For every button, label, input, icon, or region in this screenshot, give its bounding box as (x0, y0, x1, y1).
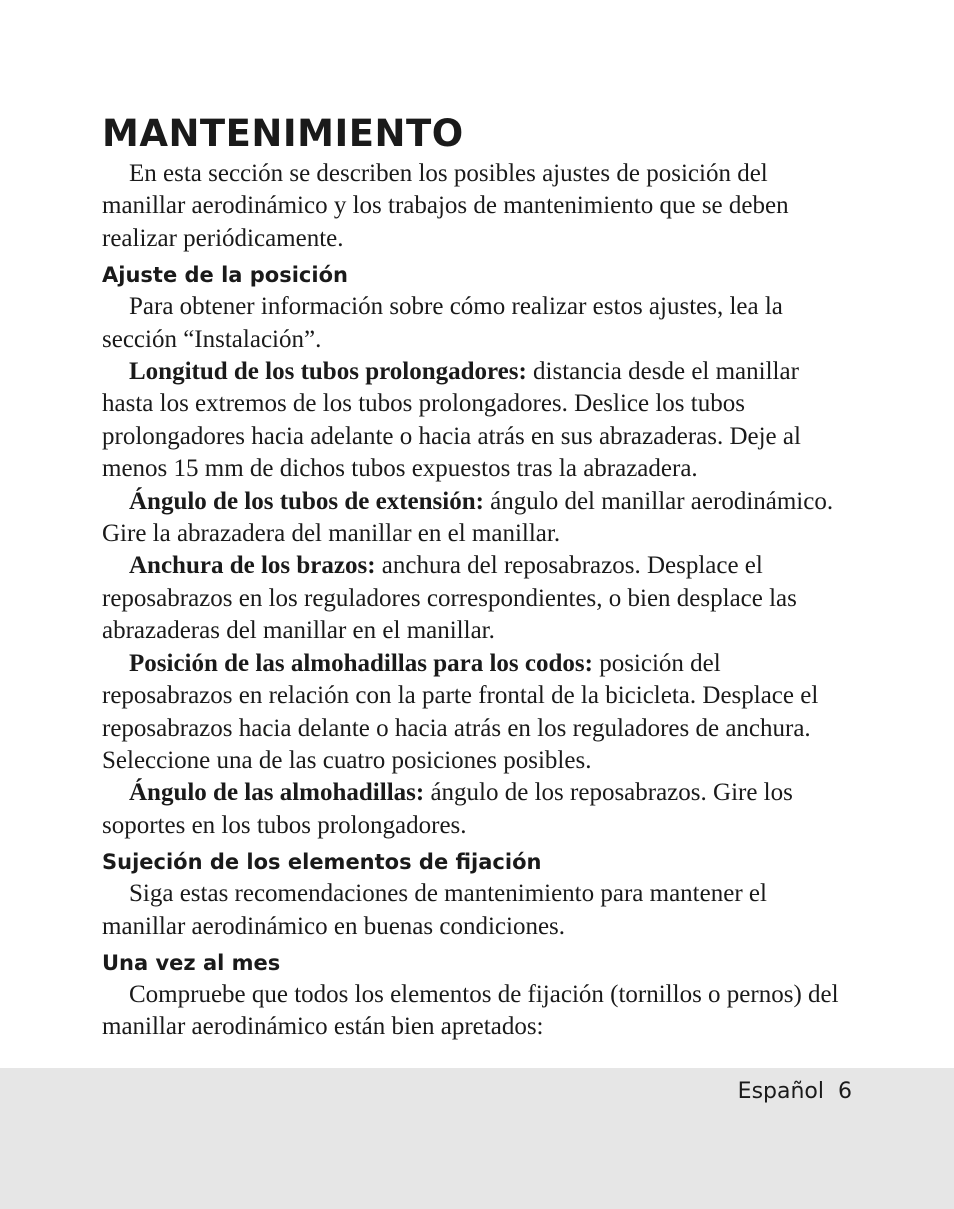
page-footer (0, 1068, 954, 1209)
fasteners-paragraph: Siga estas recomendaciones de mantenimiento para mantener el manillar aerodinámico en buenas condiciones. (102, 880, 767, 940)
section-heading-monthly: Una vez al mes (102, 950, 281, 975)
section-heading-position: Ajuste de la posición (102, 263, 348, 288)
item-pad-angle (102, 777, 856, 842)
item-tube-length (102, 356, 856, 486)
item-text: ángulo del manillar aerodinámico. Gire la abrazadera del manillar en el manillar. (102, 487, 834, 548)
position-intro-paragraph: Para obtener información sobre cómo realizar estos ajustes, lea la sección “Instalación”. (102, 293, 783, 353)
item-text: ángulo de los reposabrazos. Gire los soportes en los tubos prolongadores. (102, 779, 793, 839)
item-term: Posición de las almohadillas para los codos: (129, 649, 593, 677)
page-title: MANTENIMIENTO (102, 112, 464, 155)
item-term: Ángulo de las almohadillas: (129, 779, 425, 807)
item-term: Anchura de los brazos: (129, 552, 376, 580)
section-heading-fasteners: Sujeción de los elementos de fijación (102, 850, 542, 875)
item-text: posición del reposabrazos en relación con la parte frontal de la bicicleta. Desplace el reposabrazos hacia delante o hacia atrás en los reguladores de anchura. Seleccione una de las cuatro posiciones posibles. (102, 649, 819, 774)
item-text: distancia desde el manillar hasta los extremos de los tubos prolongadores. Deslice los tubos prolongadores hacia adelante o hacia atrás en sus abrazaderas. Deje al menos 15 mm de dichos tubos expuestos tras la abrazadera. (102, 358, 801, 483)
item-term: Ángulo de los tubos de extensión: (129, 487, 484, 515)
page-content (102, 112, 856, 1044)
footer-page-number: 6 (838, 1079, 852, 1104)
item-term: Longitud de los tubos prolongadores: (129, 358, 527, 386)
item-extension-angle (102, 486, 856, 551)
footer-label (738, 1078, 852, 1106)
item-elbow-pad-position (102, 648, 856, 778)
item-text: anchura del reposabrazos. Desplace el reposabrazos en los reguladores correspondientes, o bien desplace las abrazaderas del manillar en el manillar. (102, 552, 797, 645)
intro-paragraph: En esta sección se describen los posibles ajustes de posición del manillar aerodinámico y los trabajos de mantenimiento que se deben realizar periódicamente. (102, 160, 789, 252)
item-arm-width (102, 550, 856, 647)
footer-language: Español (737, 1079, 824, 1104)
monthly-paragraph: Compruebe que todos los elementos de fijación (tornillos o pernos) del manillar aerodinámico están bien apretados: (102, 980, 839, 1041)
